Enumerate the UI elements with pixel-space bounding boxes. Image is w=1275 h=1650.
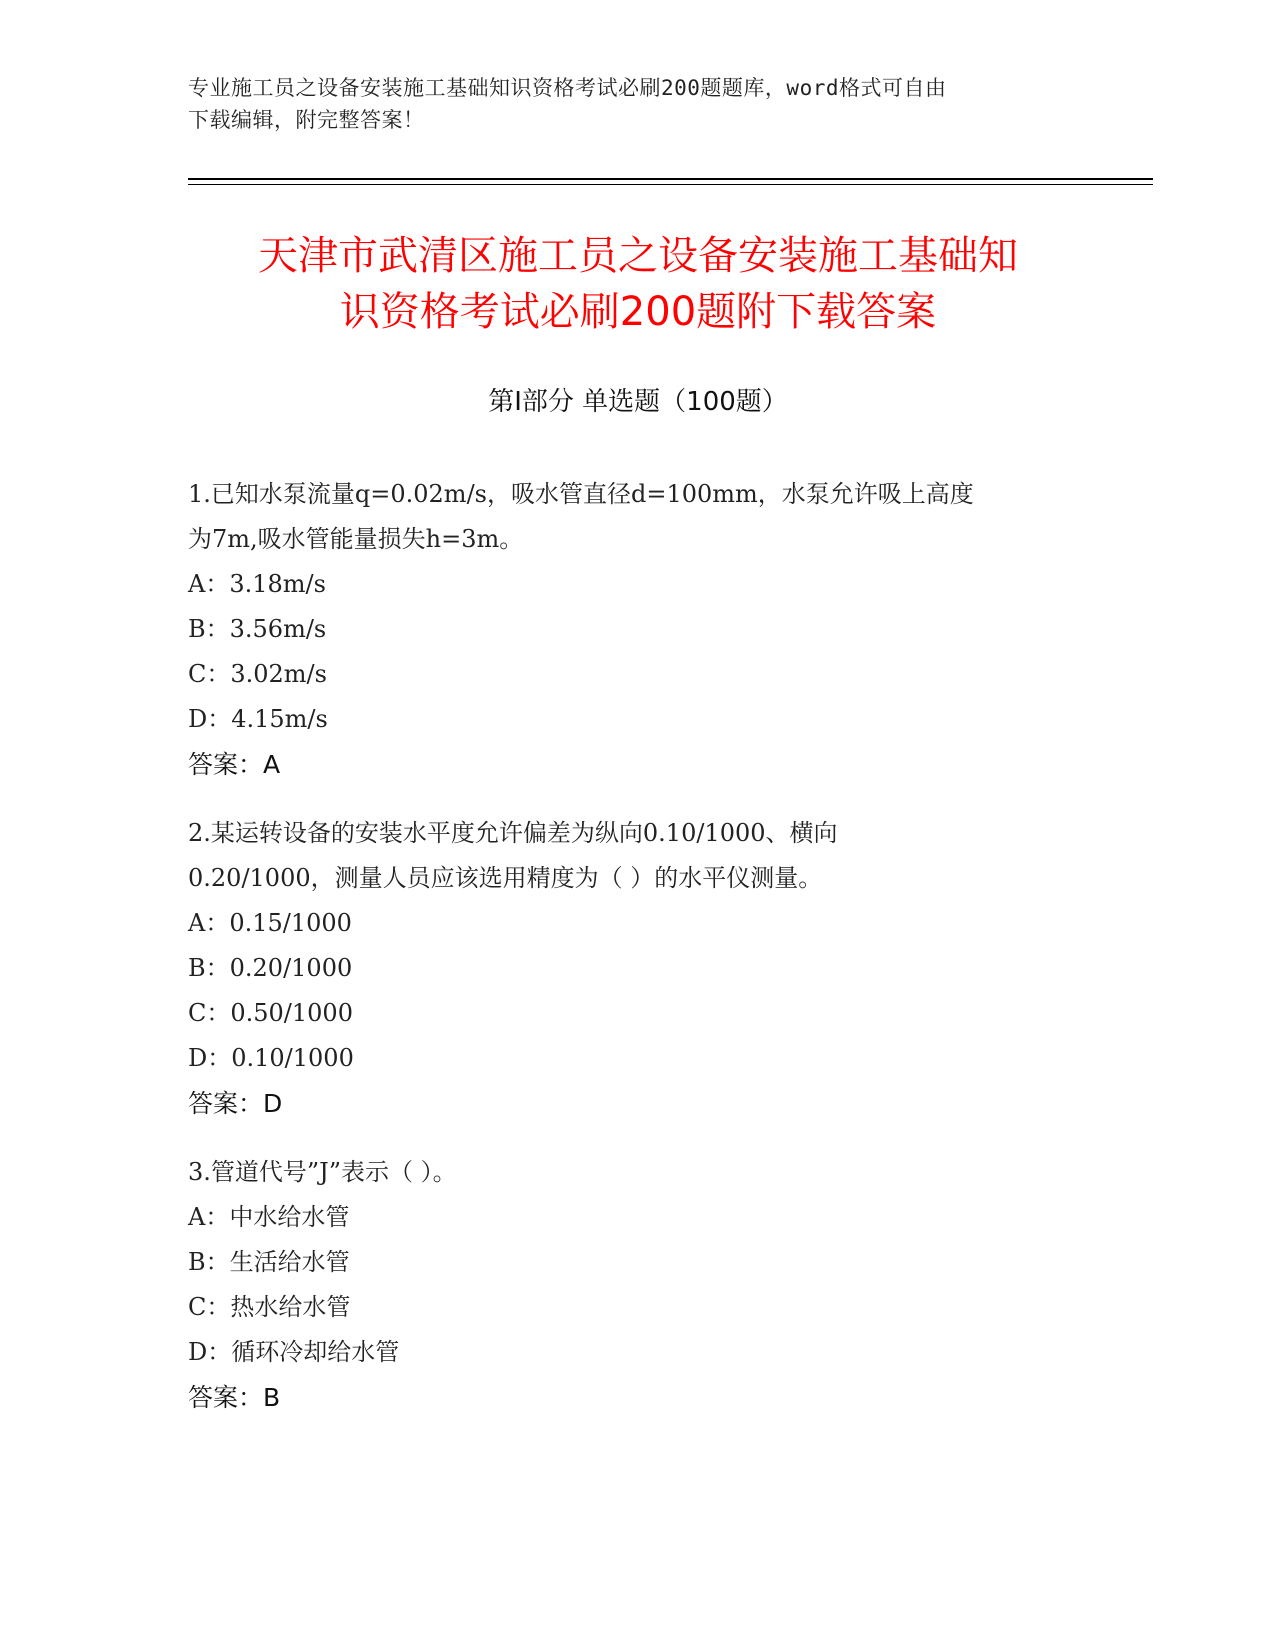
question-1	[188, 472, 1088, 787]
question-stem-line1: 2.某运转设备的安装水平度允许偏差为纵向0.10/1000、横向	[188, 819, 838, 847]
option-b: B：生活给水管	[188, 1248, 350, 1276]
header-note-line1: 专业施工员之设备安装施工基础知识资格考试必刷200题题库，word格式可自由	[188, 76, 947, 100]
question-stem-line1: 1.已知水泵流量q=0.02m/s，吸水管直径d=100mm，水泵允许吸上高度	[188, 480, 974, 508]
header-note	[188, 72, 1088, 136]
answer: 答案：A	[188, 750, 281, 779]
option-d: D：0.10/1000	[188, 1044, 354, 1072]
question-stem-line2: 0.20/1000，测量人员应该选用精度为（ ）的水平仪测量。	[188, 864, 823, 892]
header-rule-thick	[188, 178, 1153, 180]
section-heading: 第Ⅰ部分 单选题（100题）	[488, 387, 788, 417]
document-title-line1: 天津市武清区施工员之设备安装施工基础知	[258, 233, 1018, 279]
header-note-line2: 下载编辑，附完整答案！	[188, 108, 425, 132]
option-b: B：3.56m/s	[188, 615, 327, 643]
option-b: B：0.20/1000	[188, 954, 353, 982]
option-d: D：4.15m/s	[188, 705, 328, 733]
option-a: A：0.15/1000	[188, 909, 352, 937]
answer: 答案：B	[188, 1383, 281, 1412]
question-stem-line2: 为7m,吸水管能量损失h=3m。	[188, 525, 524, 553]
question-3	[188, 1150, 1088, 1420]
question-stem-line1: 3.管道代号”J”表示（ ）。	[188, 1158, 457, 1186]
answer: 答案：D	[188, 1089, 283, 1118]
question-2	[188, 811, 1088, 1126]
option-d: D：循环冷却给水管	[188, 1338, 400, 1366]
option-a: A：中水给水管	[188, 1203, 350, 1231]
question-stem	[188, 811, 1088, 901]
question-list	[188, 472, 1088, 1444]
document-title-line2: 识资格考试必刷200题附下载答案	[339, 289, 937, 335]
question-stem	[188, 472, 1088, 562]
option-a: A：3.18m/s	[188, 570, 326, 598]
option-c: C：热水给水管	[188, 1293, 351, 1321]
question-stem	[188, 1150, 1088, 1195]
option-c: C：3.02m/s	[188, 660, 327, 688]
option-c: C：0.50/1000	[188, 999, 353, 1027]
document-title	[188, 228, 1088, 340]
header-rule-thin	[188, 184, 1153, 185]
